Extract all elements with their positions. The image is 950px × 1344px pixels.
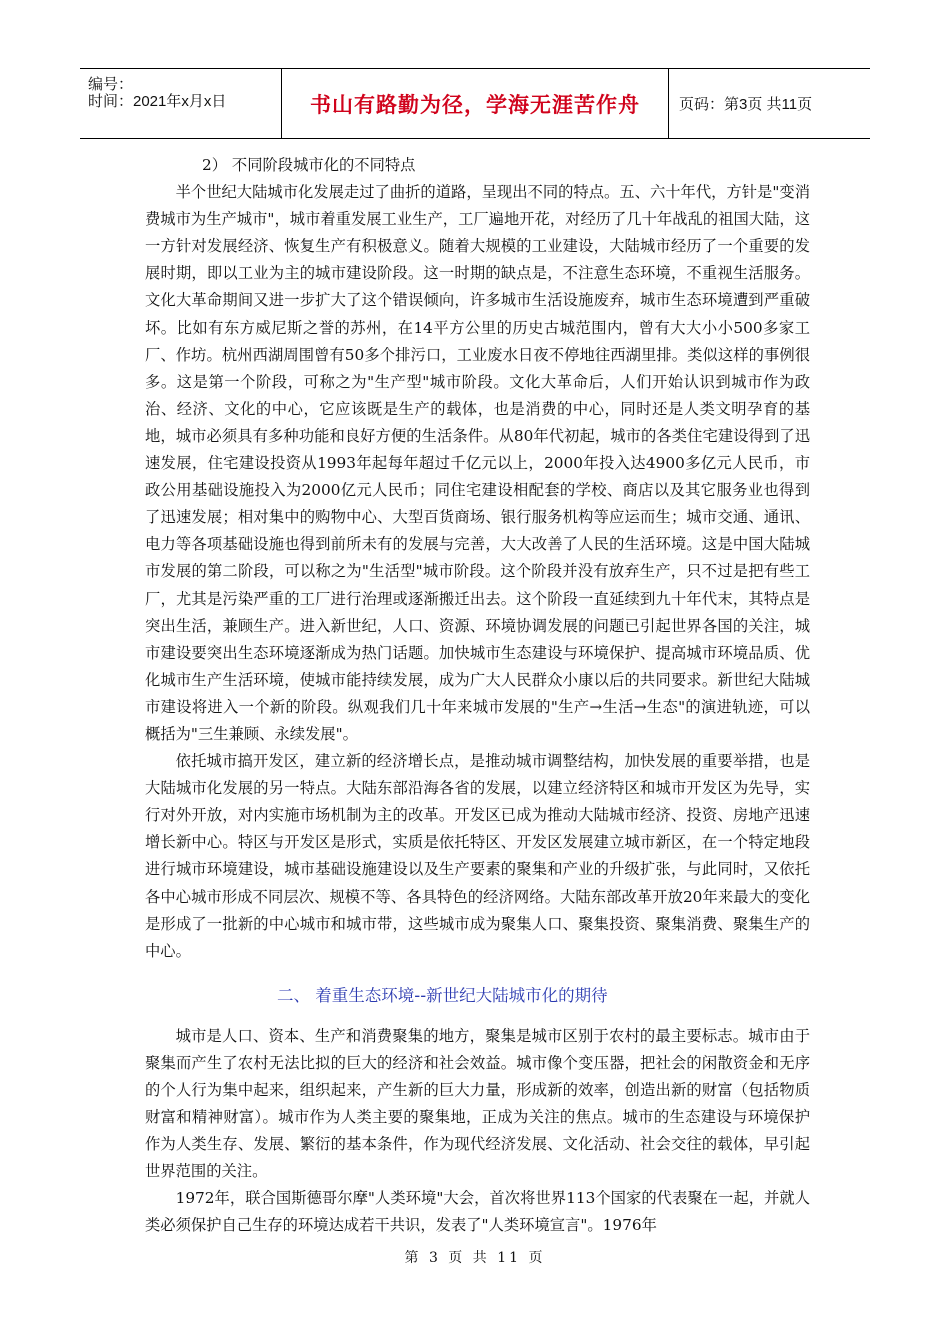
header-table xyxy=(80,68,870,139)
paragraph: 1972年，联合国斯德哥尔摩"人类环境"大会，首次将世界113个国家的代表聚在一起，并就人类必须保护自己生存的环境达成若干共识，发表了"人类环境宣言"。1976年 xyxy=(145,1189,810,1235)
section-heading: 二、 着重生态环境--新世纪大陆城市化的期待 xyxy=(277,985,608,1005)
header-meta-cell xyxy=(80,69,282,138)
header-motto-cell xyxy=(282,69,669,138)
doc-number-label: 编号： xyxy=(88,76,134,93)
paragraph: 半个世纪大陆城市化发展走过了曲折的道路，呈现出不同的特点。五、六十年代，方针是"变消费城市为生产城市"，城市着重发展工业生产，工厂遍地开花，对经历了几十年战乱的祖国大陆，这一方针对发展经济、恢复生产有积极意义。随着大规模的工业建设，大陆城市经历了一个重要的发展时期，即以工业为主的城市建设阶段。这一时期的缺点是，不注意生态环境，不重视生活服务。文化大革命期间又进一步扩大了这个错误倾向，许多城市生活设施废弃，城市生态环境遭到严重破坏。比如有东方威尼斯之誉的苏州，在14平方公里的历史古城范围内，曾有大大小小500多家工厂、作坊。杭州西湖周围曾有50多个排污口，工业废水日夜不停地往西湖里排。类似这样的事例很多。这是第一个阶段，可称之为"生产型"城市阶段。文化大革命后，人们开始认识到城市作为政治、经济、文化的中心，它应该既是生产的载体，也是消费的中心，同时还是人类文明孕育的基地，城市必须具有多种功能和良好方便的生活条件。从80年代初起，城市的各类住宅建设得到了迅速发展，住宅建设投资从1993年起每年超过千亿元以上，2000年投入达4900多亿元人民币，市政公用基础设施投入为2000亿元人民币；同住宅建设相配套的学校、商店以及其它服务业也得到了迅速发展；相对集中的购物中心、大型百货商场、银行服务机构等应运而生；城市交通、通讯、电力等各项基础设施也得到前所未有的发展与完善，大大改善了人民的生活环境。这是中国大陆城市发展的第二阶段，可以称之为"生活型"城市阶段。这个阶段并没有放弃生产，只不过是把有些工厂，尤其是污染严重的工厂进行治理或逐渐搬迁出去。这个阶段一直延续到九十年代末，其特点是突出生活，兼顾生产。进入新世纪，人口、资源、环境协调发展的问题已引起世界各国的关注，城市建设要突出生态环境逐渐成为热门话题。加快城市生态建设与环境保护、提高城市环境品质、优化城市生产生活环境，使城市能持续发展，成为广大人民群众小康以后的共同要求。新世纪大陆城市建设将进入一个新的阶段。纵观我们几十年来城市发展的"生产→生活→生态"的演进轨迹，可以概括为"三生兼顾、永续发展"。 xyxy=(145,183,810,743)
subheading: 2） 不同阶段城市化的不同特点 xyxy=(202,156,416,174)
doc-date-label: 时间：2021年x月x日 xyxy=(88,93,227,110)
paragraph: 城市是人口、资本、生产和消费聚集的地方，聚集是城市区别于农村的最主要标志。城市由于聚集而产生了农村无法比拟的巨大的经济和社会效益。城市像个变压器，把社会的闲散资金和无序的个人行为集中起来，组织起来，产生新的巨大力量，形成新的效率，创造出新的财富（包括物质财富和精神财富）。城市作为人类主要的聚集地，正成为关注的焦点。城市的生态建设与环境保护作为人类生存、发展、繁衍的基本条件，作为现代经济发展、文化活动、社会交往的载体，早引起世界范围的关注。 xyxy=(145,1026,810,1181)
paragraph: 依托城市搞开发区，建立新的经济增长点，是推动城市调整结构，加快发展的重要举措，也是大陆城市化发展的另一特点。大陆东部沿海各省的发展，以建立经济特区和城市开发区为先导，实行对外开放，对内实施市场机制为主的改革。开发区已成为推动大陆城市经济、投资、房地产迅速增长新中心。特区与开发区是形式，实质是依托特区、开发区发展建立城市新区，在一个特定地段进行城市环境建设，城市基础设施建设以及生产要素的聚集和产业的升级扩张，与此同时，又依托各中心城市形成不同层次、规模不等、各具特色的经济网络。大陆东部改革开放20年来最大的变化是形成了一批新的中心城市和城市带，这些城市成为聚集人口、聚集投资、聚集消费、聚集生产的中心。 xyxy=(145,752,810,960)
page-footer: 第 3 页 共 11 页 xyxy=(404,1250,546,1266)
header-motto: 书山有路勤为径，学海无涯苦作舟 xyxy=(310,92,640,117)
document-body xyxy=(145,152,810,1240)
header-page-info: 页码：第3页 共11页 xyxy=(679,96,813,113)
